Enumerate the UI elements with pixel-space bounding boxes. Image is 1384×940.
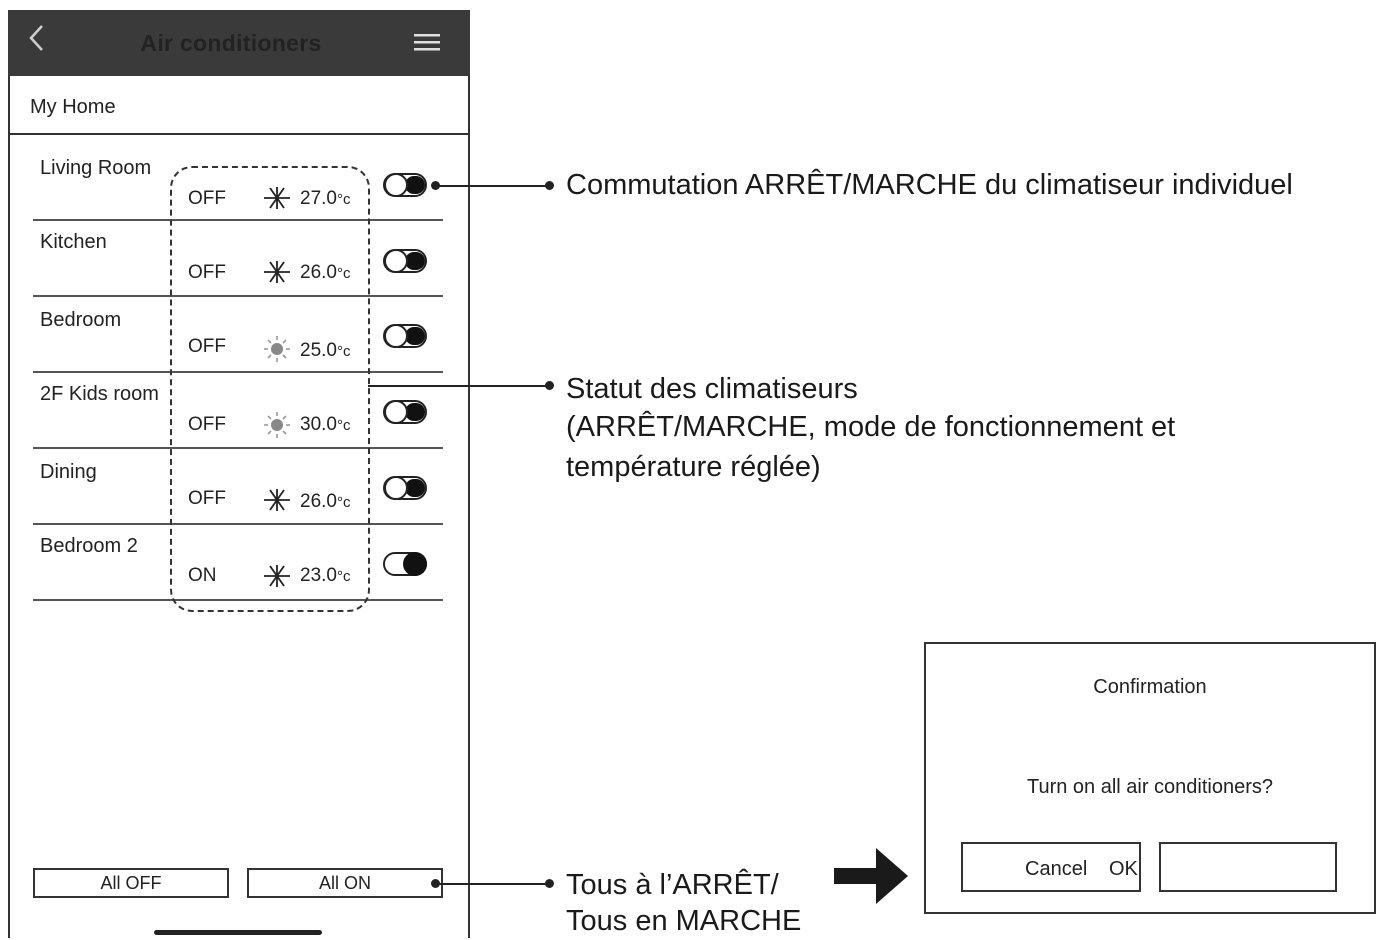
temperature-value: 25.0°c: [300, 340, 351, 361]
power-state-label: OFF: [188, 262, 226, 283]
leader-dot: [545, 381, 554, 390]
status-highlight-box: [170, 166, 370, 612]
home-label[interactable]: My Home: [30, 96, 116, 118]
cancel-button[interactable]: [961, 842, 1141, 892]
all-off-button[interactable]: All OFF: [33, 868, 229, 898]
all-on-button[interactable]: All ON: [247, 868, 443, 898]
dialog-title: Confirmation: [1093, 676, 1207, 698]
annotation-status-line2: (ARRÊT/MARCHE, mode de fonctionnement et: [566, 411, 1176, 443]
room-name: Kitchen: [40, 231, 107, 253]
leader-line: [435, 883, 549, 885]
arrow-right-icon: [832, 846, 912, 911]
power-toggle[interactable]: [383, 551, 429, 582]
room-name: Living Room: [40, 157, 152, 179]
temperature-value: 30.0°c: [300, 414, 351, 435]
power-toggle[interactable]: [383, 475, 429, 506]
power-toggle[interactable]: [383, 323, 429, 354]
annotation-all-line1: Tous à l’ARRÊT/: [566, 869, 779, 901]
temperature-value: 26.0°c: [300, 262, 351, 283]
ok-button[interactable]: [1159, 842, 1337, 892]
power-toggle[interactable]: [383, 172, 429, 203]
power-state-label: OFF: [188, 488, 226, 509]
temperature-value: 27.0°c: [300, 188, 351, 209]
hamburger-menu-icon[interactable]: [414, 32, 440, 57]
temperature-value: 23.0°c: [300, 565, 351, 586]
dialog-message: Turn on all air conditioners?: [1026, 776, 1274, 798]
power-state-label: OFF: [188, 188, 226, 209]
power-toggle[interactable]: [383, 248, 429, 279]
ok-label[interactable]: OK: [1109, 858, 1138, 880]
power-state-label: OFF: [188, 414, 226, 435]
annotation-all-line2: Tous en MARCHE: [566, 905, 802, 937]
annotation-toggle: Commutation ARRÊT/MARCHE du climatiseur individuel: [566, 169, 1293, 201]
room-name: Bedroom: [40, 309, 122, 331]
power-toggle[interactable]: [383, 399, 429, 430]
annotation-status-line1: Statut des climatiseurs: [566, 373, 858, 405]
room-name: Bedroom 2: [40, 535, 138, 557]
page-title: Air conditioners: [140, 30, 322, 56]
leader-dot: [545, 181, 554, 190]
temperature-value: 26.0°c: [300, 491, 351, 512]
annotation-status-line3: température réglée): [566, 451, 821, 483]
room-name: 2F Kids room: [40, 383, 159, 405]
home-indicator: [154, 930, 322, 935]
cancel-label: Cancel: [1025, 858, 1088, 880]
leader-line: [435, 185, 549, 187]
power-state-label: OFF: [188, 336, 226, 357]
power-state-label: ON: [188, 565, 217, 586]
room-name: Dining: [40, 461, 97, 483]
divider: [8, 133, 470, 135]
leader-dot: [545, 879, 554, 888]
leader-line: [368, 385, 548, 387]
